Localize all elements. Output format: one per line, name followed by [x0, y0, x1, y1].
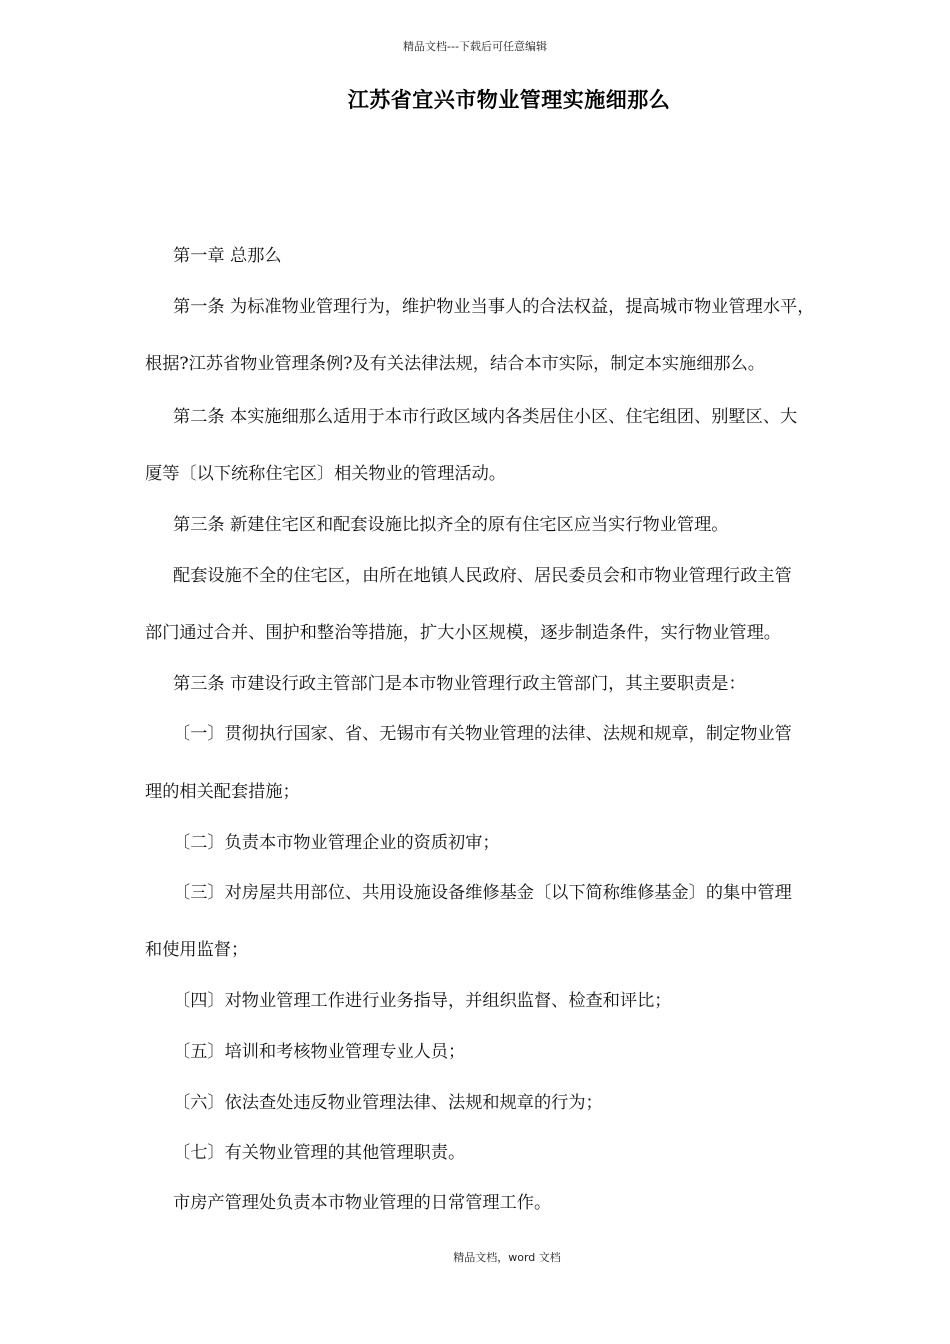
article-2-line-2: 厦等〔以下统称住宅区〕相关物业的管理活动。 — [145, 464, 506, 484]
article-3b-line-1: 第三条 市建设行政主管部门是本市物业管理行政主管部门，其主要职责是： — [173, 674, 746, 694]
duty-1-line-1: 〔一〕贯彻执行国家、省、无锡市有关物业管理的法律、法规和规章，制定物业管 — [173, 724, 792, 744]
duty-2: 〔二〕负责本市物业管理企业的资质初审； — [173, 833, 500, 853]
page-header: 精品文档---下载后可任意编辑 — [403, 40, 547, 53]
closing-paragraph: 市房产管理处负责本市物业管理的日常管理工作。 — [173, 1193, 552, 1213]
duty-3-line-1: 〔三〕对房屋共用部位、共用设施设备维修基金〔以下简称维修基金〕的集中管理 — [173, 883, 792, 903]
duty-6: 〔六〕依法查处违反物业管理法律、法规和规章的行为； — [173, 1093, 603, 1113]
duty-1-line-2: 理的相关配套措施； — [145, 782, 300, 802]
article-2-line-1: 第二条 本实施细那么适用于本市行政区域内各类居住小区、住宅组团、别墅区、大 — [173, 407, 798, 427]
article-3-line-1: 第三条 新建住宅区和配套设施比拟齐全的原有住宅区应当实行物业管理。 — [173, 515, 729, 535]
duty-7: 〔七〕有关物业管理的其他管理职责。 — [173, 1143, 466, 1163]
document-title: 江苏省宜兴市物业管理实施细那么 — [347, 88, 671, 112]
article-3-para-2-line-1: 配套设施不全的住宅区，由所在地镇人民政府、居民委员会和市物业管理行政主管 — [173, 566, 792, 586]
duty-3-line-2: 和使用监督； — [145, 940, 249, 960]
page-footer: 精品文档，word 文档 — [453, 1251, 561, 1264]
duty-4: 〔四〕对物业管理工作进行业务指导，并组织监督、检查和评比； — [173, 991, 672, 1011]
duty-5: 〔五〕培训和考核物业管理专业人员； — [173, 1042, 466, 1062]
chapter-heading: 第一章 总那么 — [173, 246, 282, 266]
article-1-line-2: 根据?江苏省物业管理条例?及有关法律法规，结合本市实际，制定本实施细那么。 — [145, 354, 765, 374]
article-1-line-1: 第一条 为标准物业管理行为，维护物业当事人的合法权益，提高城市物业管理水平， — [173, 297, 815, 317]
article-3-para-2-line-2: 部门通过合并、围护和整治等措施，扩大小区规模，逐步制造条件，实行物业管理。 — [145, 623, 781, 643]
